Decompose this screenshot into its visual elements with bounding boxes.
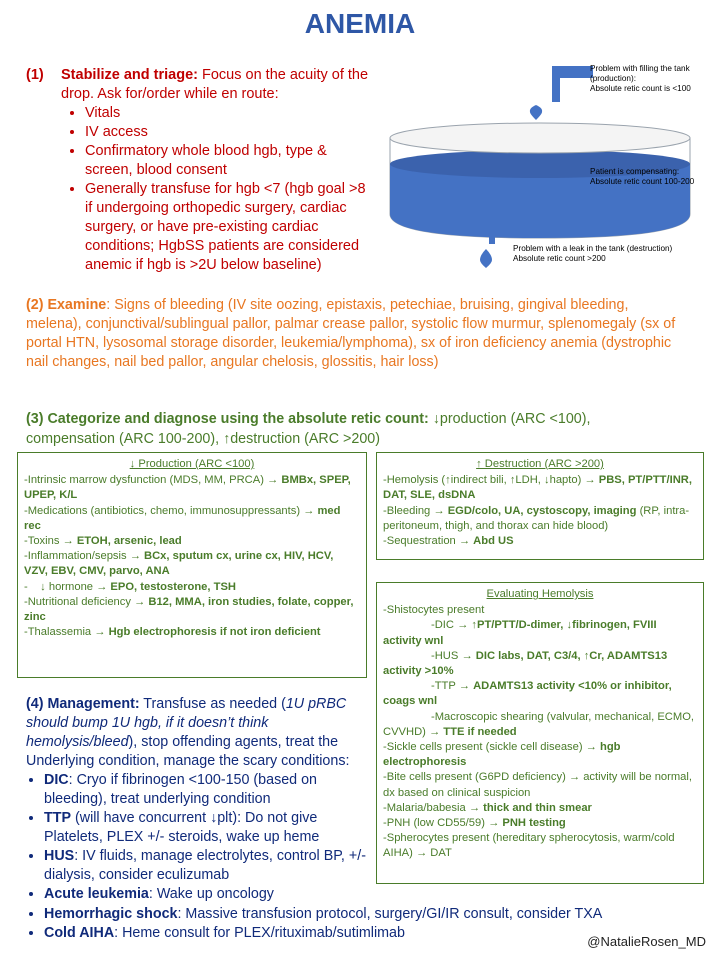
list-item: • Generally transfuse for hgb <7 (hgb goal >8 if undergoing orthopedic surgery, cardiac surgery, or have pre-existing cardiac conditions; HgbSS patients are considered anemic if hgb is >2U below baseline)	[85, 180, 376, 275]
section-categorize	[26, 410, 676, 449]
list-item: • TTP (will have concurrent ↓plt): Do not give Platelets, PLEX +/- steroids, wake up heme	[44, 809, 371, 847]
list-item: -Nutritional deficiency → B12, MMA, iron studies, folate, copper, zinc	[24, 595, 354, 624]
section-2-heading: (2) Examine	[26, 297, 107, 313]
author-handle: @NatalieRosen_MD	[587, 934, 706, 949]
tank-rim	[390, 123, 690, 153]
list-item: -HUS → DIC labs, DAT, C3/4, ↑Cr, ADAMTS13 activity >10%	[383, 649, 668, 678]
mid-caption-2: Absolute retic count 100-200	[590, 177, 695, 186]
list-item: -Inflammation/sepsis → BCx, sputum cx, urine cx, HIV, HCV, VZV, EBV, CMV, parvo, ANA	[24, 550, 334, 578]
bottom-caption-1: Problem with a leak in the tank (destruction)	[513, 244, 673, 253]
list-item: -Thalassemia → Hgb electrophoresis if not iron deficient	[24, 626, 321, 639]
section-1-number: (1)	[26, 67, 44, 83]
leak-spout	[489, 235, 495, 244]
section-4-text: Transfuse as needed (	[139, 696, 286, 712]
top-caption-3: Absolute retic count is <100	[590, 84, 691, 93]
section-4-heading: (4) Management:	[26, 696, 140, 712]
list-item: • Hemorrhagic shock: Massive transfusion protocol, surgery/GI/IR consult, consider TXA	[44, 905, 706, 925]
top-caption-1: Problem with filling the tank	[590, 64, 690, 73]
section-2-text: : Signs of bleeding (IV site oozing, epistaxis, petechiae, bruising, gingival bleeding, melena), conjunctival/sublingual pallor, palmar crease pallor, systolic flow murmur, splenomegaly (sx of portal HTN, lysosomal storage disorder, leukemia/lymphoma), sx of iron deficiency anemia (dystrophic nail changes, nail bed pallor, angular chelosis, glossitis, hair loss)	[26, 297, 676, 370]
production-header: ↓ Production (ARC <100)	[129, 458, 255, 470]
list-item: -Malaria/babesia → thick and thin smear	[383, 801, 592, 814]
production-box	[17, 452, 367, 678]
list-item: -Bite cells present (G6PD deficiency) → activity will be normal, dx based on clinical suspicion	[383, 771, 693, 799]
top-caption-2: (production):	[590, 74, 636, 83]
section-stabilize	[26, 66, 376, 275]
section-examine	[26, 296, 686, 372]
list-item: -Medications (antibiotics, chemo, immunosuppressants) → med rec	[24, 504, 341, 532]
list-item: • IV access	[85, 123, 376, 142]
faucet-icon	[552, 66, 593, 102]
bottom-caption-2: Absolute retic count >200	[513, 254, 606, 263]
destruction-header: ↑ Destruction (ARC >200)	[476, 458, 604, 470]
list-item: • HUS: IV fluids, manage electrolytes, control BP, +/- dialysis, consider eculizumab	[44, 847, 371, 885]
section-3-text: ↓production (ARC <100), compensation (ARC 100-200), ↑destruction (ARC >200)	[26, 411, 591, 447]
list-item: • Confirmatory whole blood hgb, type & screen, blood consent	[85, 142, 376, 180]
list-item: -Hemolysis (↑indirect bili, ↑LDH, ↓hapto) → PBS, PT/PTT/INR, DAT, SLE, dsDNA	[383, 474, 692, 502]
top-drop-icon	[530, 105, 542, 120]
destruction-box	[376, 452, 704, 560]
list-item: -Sequestration → Abd US	[383, 535, 514, 548]
list-item: -TTP → ADAMTS13 activity <10% or inhibitor, coags wnl	[383, 680, 672, 708]
list-item: • Acute leukemia: Wake up oncology	[44, 885, 706, 905]
hemolysis-box	[376, 582, 704, 884]
hemolysis-header: Evaluating Hemolysis	[486, 588, 594, 600]
section-1-list	[61, 104, 376, 275]
section-4-text-2: ), stop offending agents, treat the Underlying condition, manage the scary conditions:	[26, 734, 350, 769]
list-item: -Bleeding → EGD/colo, UA, cystoscopy, imaging (RP, intra-peritoneum, thigh, and thorax can hide blood)	[383, 504, 690, 532]
list-item: -DIC → ↑PT/PTT/D-dimer, ↓fibrinogen, FVIII activity wnl	[383, 619, 657, 647]
list-item: -Macroscopic shearing (valvular, mechanical, ECMO, CVVHD) → TTE if needed	[383, 710, 694, 738]
list-item: - ↓ hormone → EPO, testosterone, TSH	[24, 580, 236, 593]
list-item: • Vitals	[85, 104, 376, 123]
page-title: ANEMIA	[304, 8, 416, 39]
list-item: -Intrinsic marrow dysfunction (MDS, MM, PRCA) → BMBx, SPEP, UPEP, K/L	[24, 474, 351, 502]
section-4-italic: 1U pRBC should bump 1U hgb, if it doesn’t think hemolysis/bleed	[26, 696, 347, 750]
section-management	[26, 695, 371, 885]
list-item: -Shistocytes present	[383, 604, 485, 617]
list-item: • DIC: Cryo if fibrinogen <100-150 (based on bleeding), treat underlying condition	[44, 771, 371, 809]
list-item: -Toxins → ETOH, arsenic, lead	[24, 535, 182, 548]
management-list	[26, 771, 371, 885]
mid-caption-1: Patient is compensating:	[590, 167, 680, 176]
list-item: -Spherocytes present (hereditary spherocytosis, warm/cold AIHA) → DAT	[383, 832, 675, 860]
tank-diagram	[380, 60, 720, 280]
list-item: -Sickle cells present (sickle cell disease) → hgb electrophoresis	[383, 741, 621, 769]
section-1-heading: Stabilize and triage:	[61, 67, 198, 83]
list-item: • Cold AIHA: Heme consult for PLEX/rituximab/sutimlimab	[44, 924, 706, 944]
bottom-drop-icon	[480, 249, 492, 268]
section-3-heading: (3) Categorize and diagnose using the absolute retic count:	[26, 411, 429, 427]
list-item: -PNH (low CD55/59) → PNH testing	[383, 817, 566, 830]
section-1-text: Focus on the acuity of the drop. Ask for/order while en route:	[61, 67, 369, 102]
